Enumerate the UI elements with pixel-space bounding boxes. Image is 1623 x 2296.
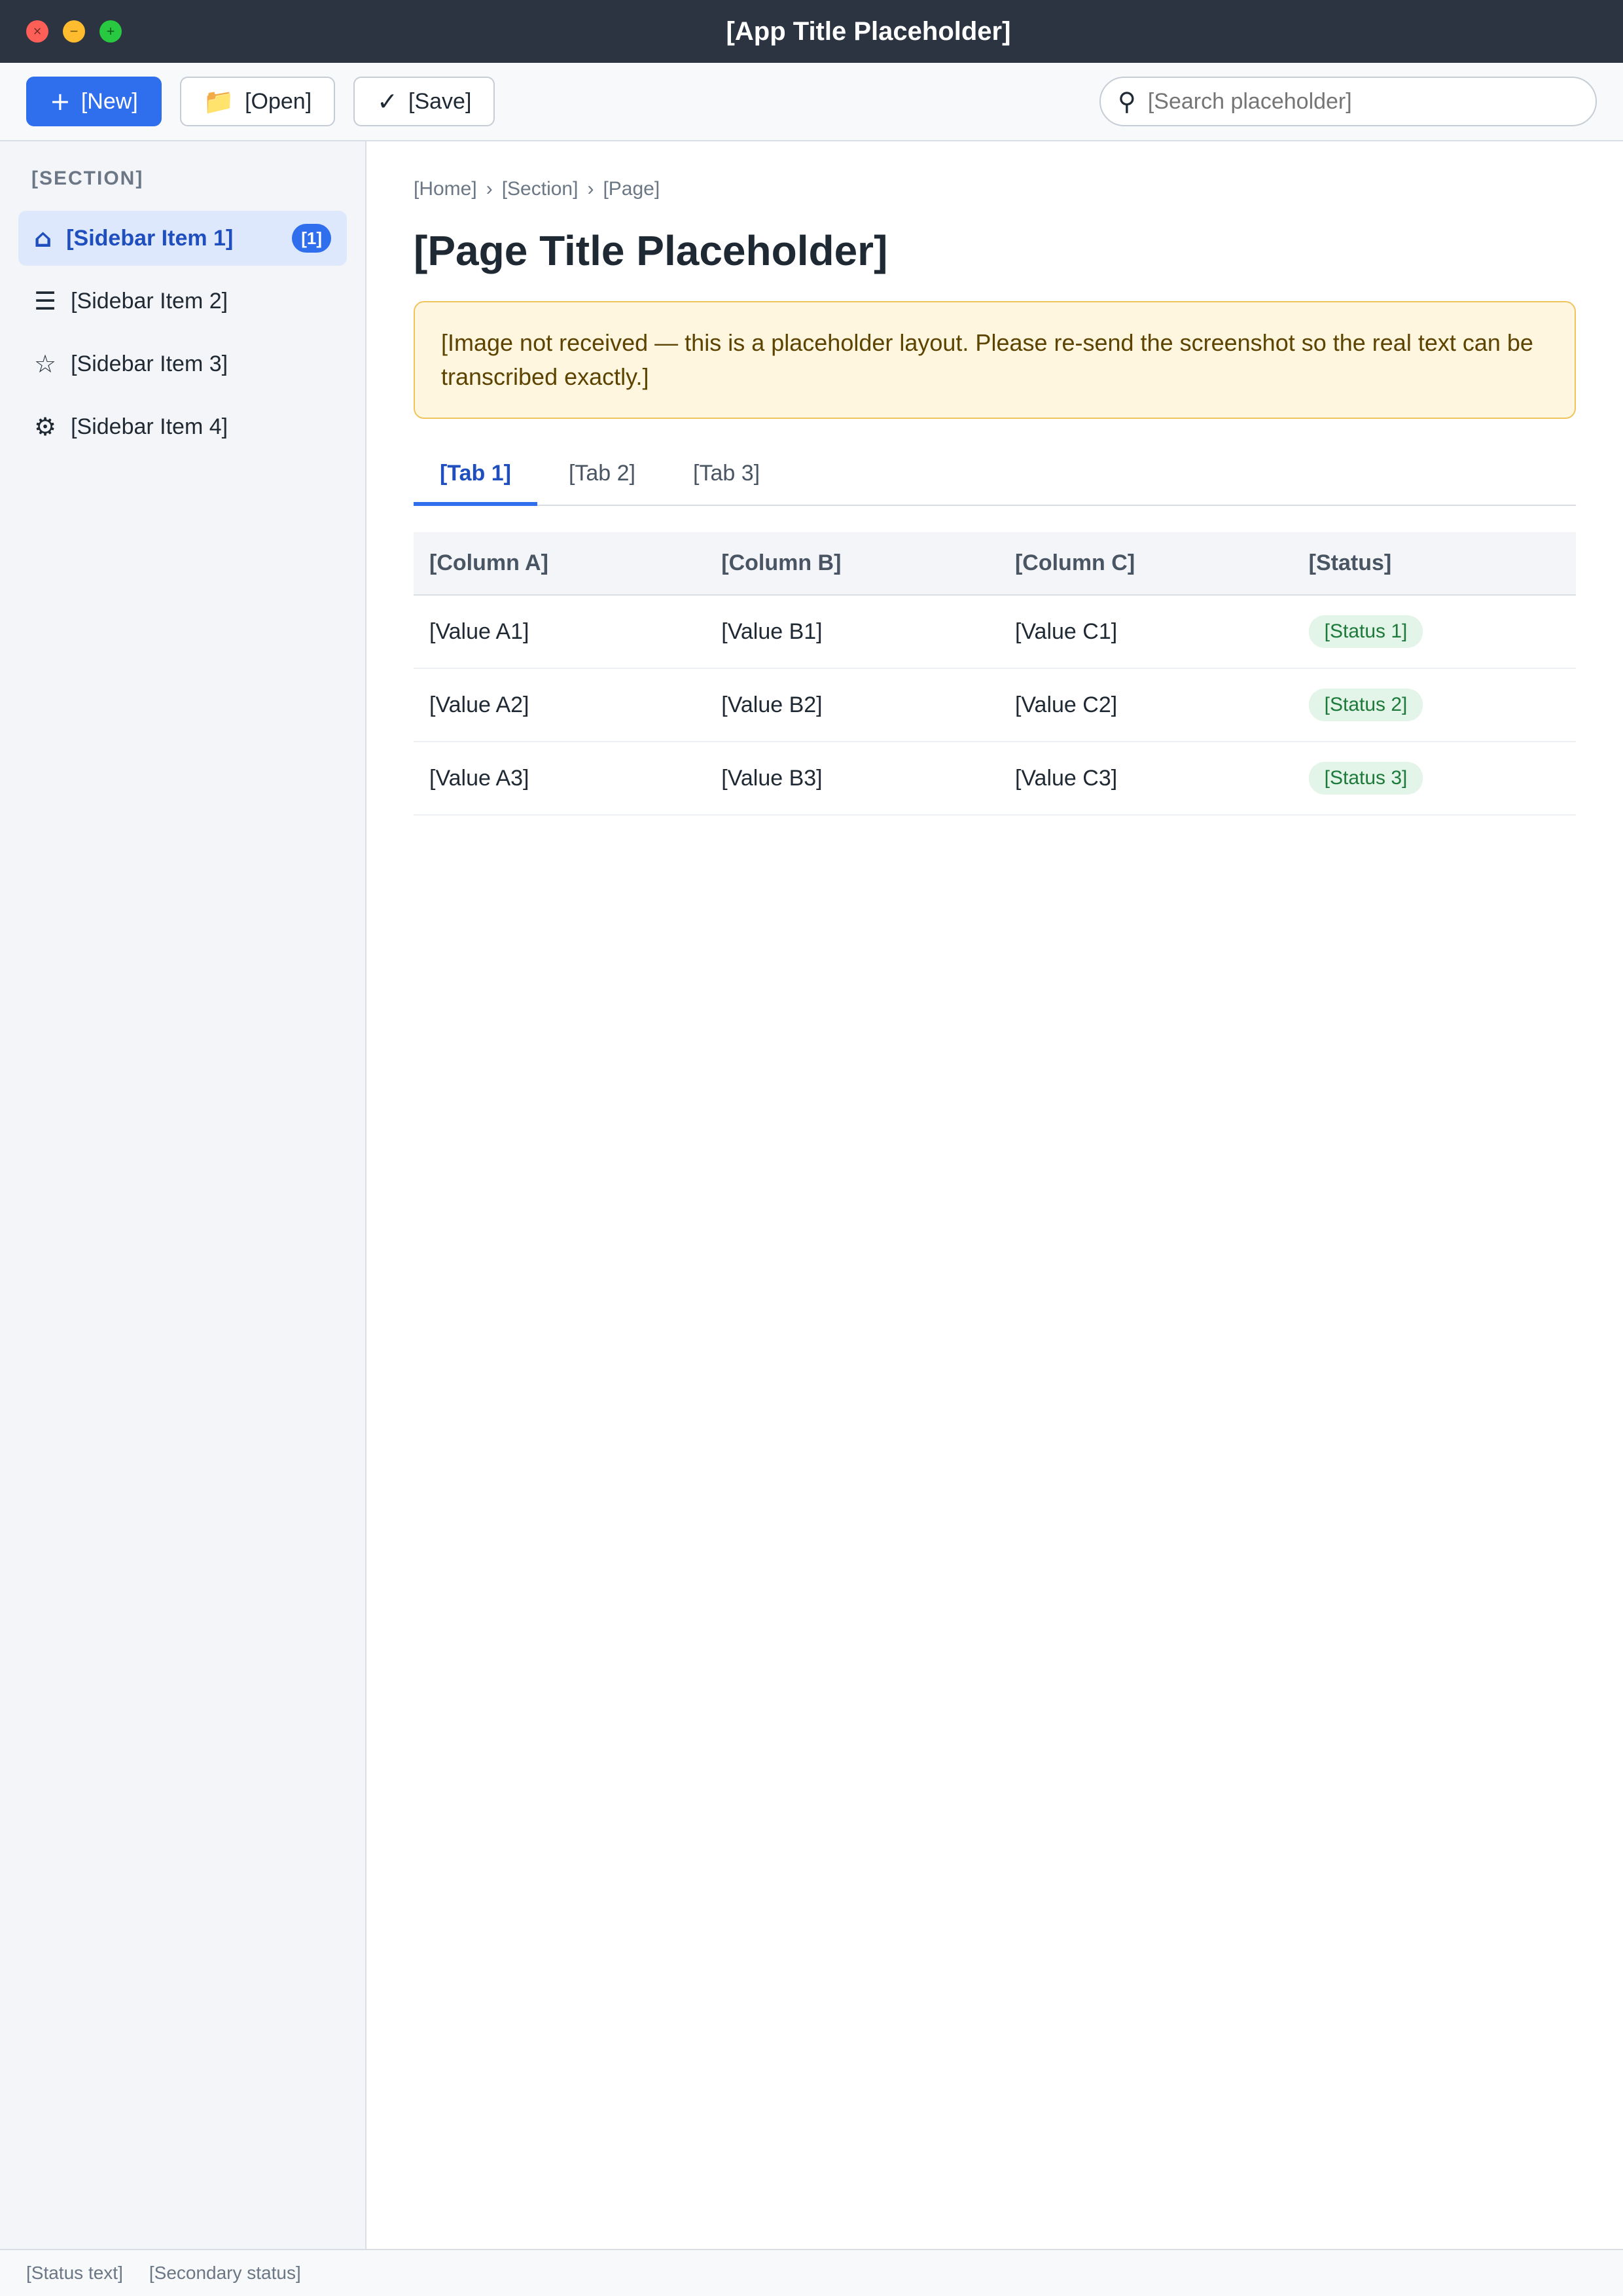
title-bar — [0, 0, 1623, 63]
maximize-icon[interactable]: + — [99, 20, 122, 43]
table-cell: [Value A1] — [414, 595, 705, 668]
table-row[interactable] — [414, 595, 1576, 668]
document-icon: ☰ — [34, 287, 57, 315]
new-button[interactable] — [26, 77, 162, 126]
tab-bar — [414, 445, 1576, 506]
minimize-icon[interactable]: − — [63, 20, 85, 43]
save-icon: ✓ — [377, 87, 399, 116]
status-secondary-text: [Secondary status] — [149, 2263, 301, 2283]
table-cell — [1293, 668, 1576, 742]
table-cell: [Value B3] — [705, 742, 999, 815]
toolbar — [0, 63, 1623, 141]
table-cell: [Value C1] — [999, 595, 1293, 668]
table-cell: [Value B1] — [705, 595, 999, 668]
chevron-right-icon: › — [486, 178, 493, 200]
table-row[interactable] — [414, 742, 1576, 815]
table-header-row — [414, 532, 1576, 595]
status-badge: [Status 1] — [1309, 615, 1423, 648]
status-bar — [0, 2249, 1623, 2296]
table-cell: [Value A3] — [414, 742, 705, 815]
app-title: [App Title Placeholder] — [726, 16, 1011, 46]
table-row[interactable] — [414, 668, 1576, 742]
sidebar-item-3[interactable] — [18, 336, 347, 391]
sidebar — [0, 141, 366, 2249]
save-button[interactable] — [353, 77, 495, 126]
sidebar-item-label: [Sidebar Item 1] — [66, 225, 234, 251]
tab-3[interactable]: [Tab 3] — [693, 461, 760, 486]
search-icon: ⚲ — [1118, 87, 1136, 116]
plus-icon: + — [50, 87, 71, 116]
search-box — [1099, 77, 1597, 126]
open-button[interactable] — [180, 77, 335, 126]
column-header[interactable]: [Column B] — [705, 532, 999, 595]
breadcrumb-item[interactable]: [Section] — [501, 178, 579, 200]
folder-icon: 📁 — [203, 87, 235, 116]
tab-2[interactable]: [Tab 2] — [568, 461, 636, 486]
status-badge: [Status 2] — [1309, 689, 1423, 721]
gear-icon: ⚙ — [34, 412, 57, 441]
save-button-label: [Save] — [408, 88, 472, 114]
sidebar-item-1[interactable] — [18, 211, 347, 266]
sidebar-item-label: [Sidebar Item 4] — [71, 414, 228, 439]
status-text: [Status text] — [26, 2263, 123, 2283]
search-input[interactable] — [1147, 88, 1578, 115]
sidebar-item-label: [Sidebar Item 3] — [71, 351, 228, 376]
table-cell: [Value B2] — [705, 668, 999, 742]
breadcrumb-item: [Page] — [603, 178, 660, 200]
placeholder-notice: [Image not received — this is a placeholder layout. Please re-send the screenshot so the real text can be transcribed exactly.] — [414, 301, 1576, 419]
table-cell: [Value C3] — [999, 742, 1293, 815]
table-cell — [1293, 742, 1576, 815]
open-button-label: [Open] — [245, 88, 312, 114]
sidebar-item-2[interactable] — [18, 274, 347, 329]
content-area — [0, 141, 1623, 2249]
table-cell — [1293, 595, 1576, 668]
sidebar-heading: [SECTION] — [31, 168, 144, 189]
star-icon: ☆ — [34, 350, 57, 378]
column-header[interactable]: [Column A] — [414, 532, 705, 595]
column-header[interactable]: [Status] — [1293, 532, 1576, 595]
chevron-right-icon: › — [587, 178, 594, 200]
data-table — [414, 532, 1576, 816]
table-cell: [Value A2] — [414, 668, 705, 742]
status-badge: [Status 3] — [1309, 762, 1423, 795]
breadcrumb — [414, 178, 1576, 200]
tab-1[interactable]: [Tab 1] — [414, 445, 537, 506]
breadcrumb-item[interactable]: [Home] — [414, 178, 477, 200]
window-controls — [26, 20, 122, 43]
page-title: [Page Title Placeholder] — [414, 227, 888, 274]
main-panel — [366, 141, 1623, 2249]
table-cell: [Value C2] — [999, 668, 1293, 742]
count-badge: [1] — [292, 224, 331, 253]
home-icon: ⌂ — [34, 224, 52, 253]
new-button-label: [New] — [80, 88, 138, 114]
close-icon[interactable]: × — [26, 20, 48, 43]
sidebar-item-label: [Sidebar Item 2] — [71, 288, 228, 314]
sidebar-item-4[interactable] — [18, 399, 347, 454]
column-header[interactable]: [Column C] — [999, 532, 1293, 595]
